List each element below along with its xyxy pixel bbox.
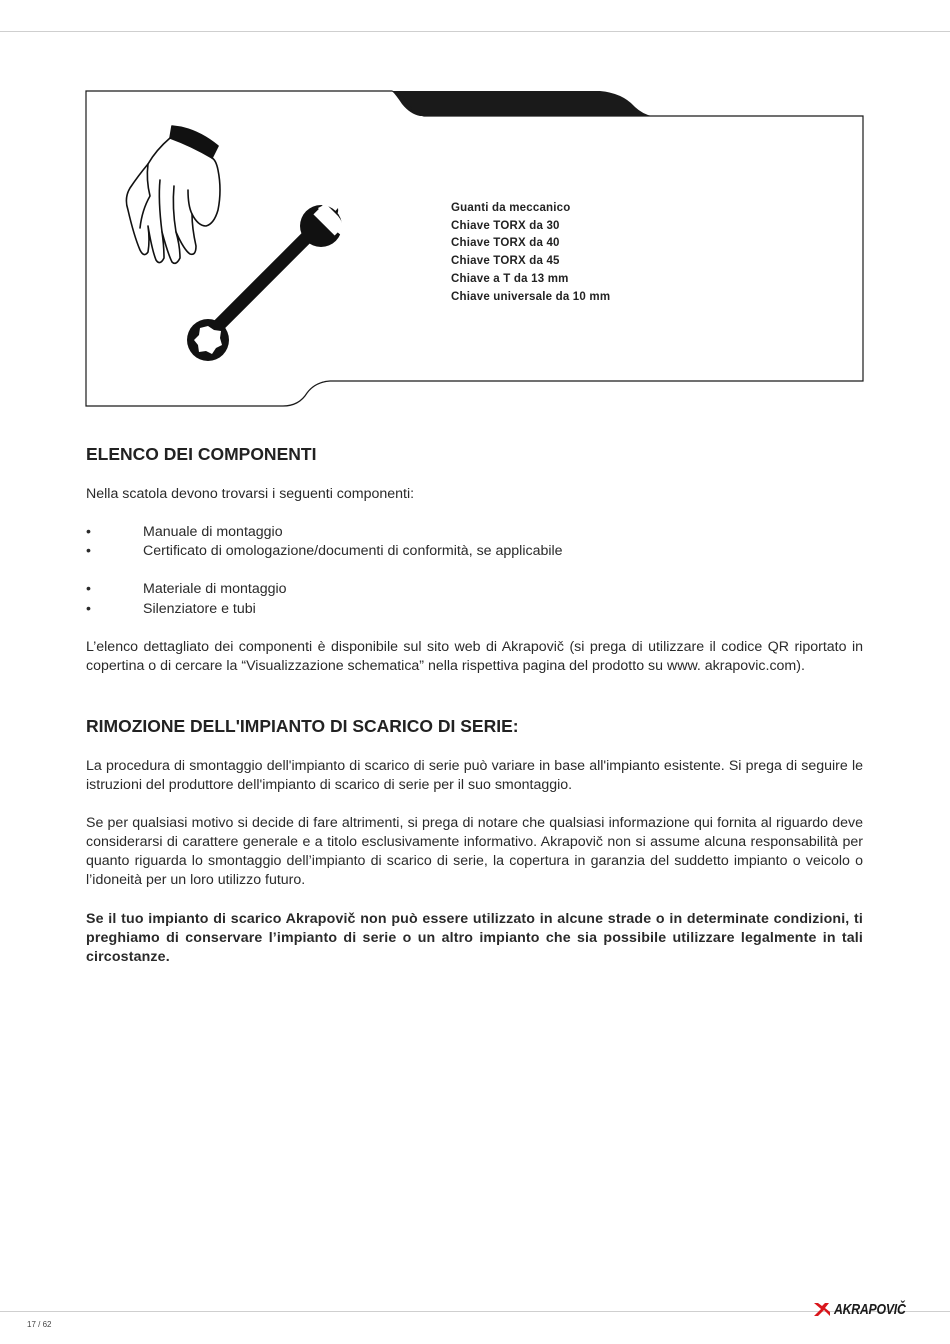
removal-paragraph-1: La procedura di smontaggio dell'impianto di scarico di serie può variare in base all'impianto esistente. Si prega di seguire le istruzioni del produttore dell'impianto di scarico di serie per il suo smontaggio. bbox=[86, 758, 863, 793]
scorpion-icon bbox=[812, 1299, 832, 1319]
tool-item: Chiave TORX da 40 bbox=[451, 237, 560, 250]
removal-warning: Se il tuo impianto di scarico Akrapovič non può essere utilizzato in alcune strade o in determinate condizioni, ti preghiamo di conservare l’impianto di serie o un altro impianto che sia possibile utilizzare legalmente in tali circostanze. bbox=[86, 911, 863, 965]
components-heading: ELENCO DEI COMPONENTI bbox=[86, 444, 317, 464]
list-item bbox=[86, 580, 287, 599]
page-number: 17 / 62 bbox=[27, 1320, 52, 1329]
wrench-icon bbox=[187, 204, 345, 361]
bullet: • bbox=[86, 524, 91, 540]
tool-item: Chiave TORX da 45 bbox=[451, 255, 560, 268]
tool-item: Chiave TORX da 30 bbox=[451, 219, 560, 232]
gloves-icon bbox=[126, 126, 220, 263]
components-note: L’elenco dettagliato dei componenti è disponibile sul sito web di Akrapovič (si prega di utilizzare il codice QR riportato in copertina o di cercare la “Visualizzazione schematica” nella rispettiva pagina del prodotto su www. akrapovic.com). bbox=[86, 639, 863, 674]
bullet: • bbox=[86, 601, 91, 617]
akrapovic-logo bbox=[812, 1297, 921, 1321]
bullet: • bbox=[86, 581, 91, 597]
list-item bbox=[86, 600, 256, 619]
bullet: • bbox=[86, 543, 91, 559]
footer-rule bbox=[0, 1311, 950, 1312]
removal-heading: RIMOZIONE DELL'IMPIANTO DI SCARICO DI SERIE: bbox=[86, 716, 519, 736]
list-item-text: Silenziatore e tubi bbox=[143, 601, 256, 617]
list-item bbox=[86, 542, 563, 561]
list-item bbox=[86, 523, 283, 542]
tools-box-tab bbox=[392, 91, 652, 116]
tool-item: Guanti da meccanico bbox=[451, 202, 571, 214]
logo-wordmark: AKRAPOVIČ bbox=[834, 1300, 906, 1318]
components-intro: Nella scatola devono trovarsi i seguenti componenti: bbox=[86, 486, 415, 502]
list-item-text: Materiale di montaggio bbox=[143, 581, 287, 597]
list-item-text: Manuale di montaggio bbox=[143, 524, 283, 540]
tool-item: Chiave universale da 10 mm bbox=[451, 290, 611, 303]
tools-list bbox=[451, 200, 610, 306]
tool-item: Chiave a T da 13 mm bbox=[451, 272, 569, 285]
list-item-text: Certificato di omologazione/documenti di conformità, se applicabile bbox=[143, 543, 563, 559]
removal-paragraph-2: Se per qualsiasi motivo si decide di fare altrimenti, si prega di notare che qualsiasi informazione qui fornita al riguardo deve considerarsi di carattere generale e a titolo esclusivamente informativo. Akrapovič non si assume alcuna responsabilità per quanto riguarda lo smontaggio dell’impianto di scarico di serie, la copertura in garanzia del suddetto impianto o veicolo o l’idoneità per un loro utilizzo futuro. bbox=[86, 815, 863, 888]
